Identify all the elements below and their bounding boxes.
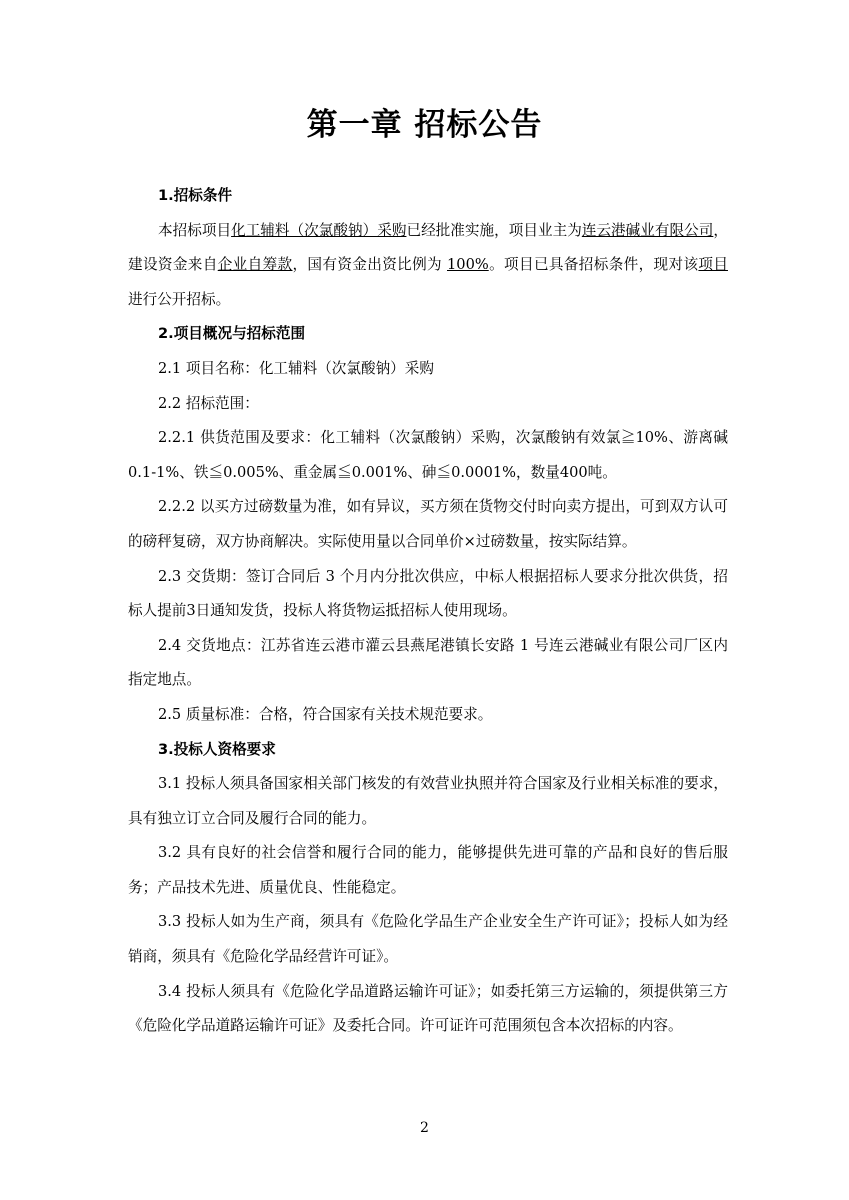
text-run: 2.2.1 供货范围及要求：化工辅料（次氯酸钠）采购，次氯酸钠有效氯≧10%、游离碱0.1-1%、铁≦0.005%、重金属≦0.001%、砷≦0.0001%，数量400吨。 (128, 429, 728, 481)
paragraph (128, 387, 728, 422)
underlined-text: 企业自筹款 (217, 256, 293, 274)
paragraph (128, 490, 728, 559)
text-run: 2.3 交货期：签订合同后 3 个月内分批次供应，中标人根据招标人要求分批次供货，招标人提前3日通知发货，投标人将货物运抵招标人使用现场。 (128, 567, 728, 620)
paragraph (128, 214, 728, 318)
paragraph (128, 421, 728, 490)
page-title: 第一章 招标公告 (306, 107, 543, 143)
section-heading: 3.投标人资格要求 (158, 740, 276, 758)
paragraph (128, 560, 728, 629)
paragraph (128, 905, 728, 974)
underlined-text: 100% (447, 256, 489, 274)
paragraph (128, 836, 728, 905)
paragraph (128, 629, 728, 698)
paragraph (128, 698, 728, 733)
text-run: 。项目已具备招标条件，现对该 (488, 256, 699, 274)
text-run: 2.1 项目名称：化工辅料（次氯酸钠）采购 (158, 359, 434, 377)
paragraph (128, 767, 728, 836)
paragraph (128, 352, 728, 387)
text-run: 2.4 交货地点：江苏省连云港市灌云县燕尾港镇长安路 1 号连云港碱业有限公司厂区内指定地点。 (128, 636, 728, 689)
section-heading: 2.项目概况与招标范围 (158, 325, 306, 343)
text-run: 进行公开招标。 (128, 290, 231, 308)
text-run: 3.2 具有良好的社会信誉和履行合同的能力，能够提供先进可靠的产品和良好的售后服务；产品技术先进、质量优良、性能稳定。 (128, 844, 728, 896)
text-run: 3.4 投标人须具有《危险化学品道路运输许可证》；如委托第三方运输的，须提供第三方《危险化学品道路运输许可证》及委托合同。许可证许可范围须包含本次招标的内容。 (128, 982, 728, 1035)
text-run: 2.5 质量标准：合格，符合国家有关技术规范要求。 (158, 705, 493, 723)
text-run: 已经批准实施，项目业主为 (406, 221, 582, 239)
section-heading: 1.招标条件 (158, 187, 233, 204)
text-run: 3.3 投标人如为生产商，须具有《危险化学品生产企业安全生产许可证》；投标人如为经销商，须具有《危险化学品经营许可证》。 (128, 913, 728, 966)
text-run: 2.2.2 以买方过磅数量为准，如有异议，买方须在货物交付时向卖方提出，可到双方认可的磅秤复磅，双方协商解决。实际使用量以合同单价×过磅数量，按实际结算。 (128, 498, 728, 550)
text-run: 本招标项目 (158, 221, 232, 239)
underlined-text: 项目 (698, 256, 728, 274)
page-number: 2 (420, 1120, 429, 1136)
document-body (128, 179, 728, 1044)
text-run: ，建设资金来自 (128, 221, 728, 274)
text-run: 3.1 投标人须具备国家相关部门核发的有效营业执照并符合国家及行业相关标准的要求，具有独立订立合同及履行合同的能力。 (128, 775, 728, 827)
text-run: ，国有资金出资比例为 (292, 256, 447, 274)
text-run: 2.2 招标范围： (158, 394, 259, 412)
underlined-text: 化工辅料（次氯酸钠）采购 (231, 221, 407, 239)
underlined-text: 连云港碱业有限公司 (581, 221, 714, 239)
paragraph (128, 975, 728, 1044)
